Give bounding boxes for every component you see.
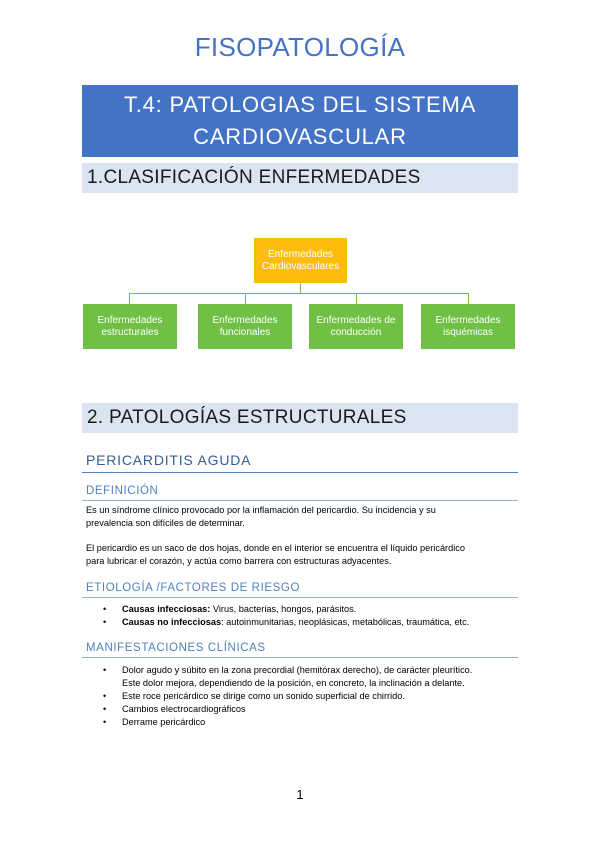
chapter-title-line1: T.4: PATOLOGIAS DEL SISTEMA bbox=[123, 92, 477, 117]
list-item: • Dolor agudo y súbito en la zona precordial (hemitórax derecho), de carácter pleurítico. Este dolor mejora, dependiendo de la posición, en concreto, la inclinación a delante. bbox=[103, 665, 473, 688]
connector-child-3 bbox=[356, 293, 357, 304]
connector-child-2 bbox=[245, 293, 246, 304]
definition-paragraph-1: Es un síndrome clínico provocado por la inflamación del pericardio. Su incidencia y su prevalencia son difíciles de determinar. bbox=[86, 505, 436, 528]
list-item: • Causas infecciosas: Virus, bacterias, hongos, parásitos. bbox=[103, 604, 357, 614]
manifestations-list bbox=[86, 664, 506, 729]
connector-horizontal bbox=[129, 293, 469, 294]
chapter-title-line2: CARDIOVASCULAR bbox=[193, 124, 407, 149]
heading-manifestations: MANIFESTACIONES CLÍNICAS bbox=[82, 642, 518, 658]
diagram-root-node: Enfermedades Cardiovasculares bbox=[254, 238, 347, 283]
heading-etiology: ETIOLOGÍA /FACTORES DE RIESGO bbox=[82, 582, 518, 598]
heading-definition: DEFINICIÓN bbox=[82, 485, 518, 501]
diagram-node-structural: Enfermedades estructurales bbox=[83, 304, 177, 349]
connector-child-1 bbox=[129, 293, 130, 304]
list-item: • Derrame pericárdico bbox=[103, 717, 206, 727]
list-item: • Causas no infecciosas: autoinmunitarias, neoplásicas, metabólicas, traumática, etc. bbox=[103, 617, 470, 627]
bullet: • bbox=[103, 717, 107, 727]
definition-paragraph-2: El pericardio es un saco de dos hojas, donde en el interior se encuentra el líquido pericárdico para lubricar el corazón, y actúa como barrera con estructuras adyacentes. bbox=[86, 543, 465, 566]
etiology-list bbox=[86, 603, 506, 629]
list-item: • Este roce pericárdico se dirige como un sonido superficial de chirrido. bbox=[103, 691, 405, 701]
page-number: 1 bbox=[296, 787, 304, 802]
bullet: • bbox=[103, 604, 107, 614]
section-heading-classification: 1.CLASIFICACIÓN ENFERMEDADES bbox=[82, 163, 518, 193]
document-title: FISOPATOLOGÍA bbox=[194, 32, 406, 62]
section-heading-structural: 2. PATOLOGÍAS ESTRUCTURALES bbox=[82, 403, 518, 433]
bullet: • bbox=[103, 704, 107, 714]
bullet: • bbox=[103, 665, 107, 675]
subheading-pericarditis: PERICARDITIS AGUDA bbox=[82, 452, 518, 473]
connector-child-4 bbox=[468, 293, 469, 304]
bullet: • bbox=[103, 617, 107, 627]
bullet: • bbox=[103, 691, 107, 701]
chapter-banner bbox=[82, 85, 518, 157]
diagram-node-conduction: Enfermedades de conducción bbox=[309, 304, 403, 349]
diagram-node-functional: Enfermedades funcionales bbox=[198, 304, 292, 349]
list-item: • Cambios electrocardiográficos bbox=[103, 704, 246, 714]
diagram-node-ischemic: Enfermedades isquémicas bbox=[421, 304, 515, 349]
